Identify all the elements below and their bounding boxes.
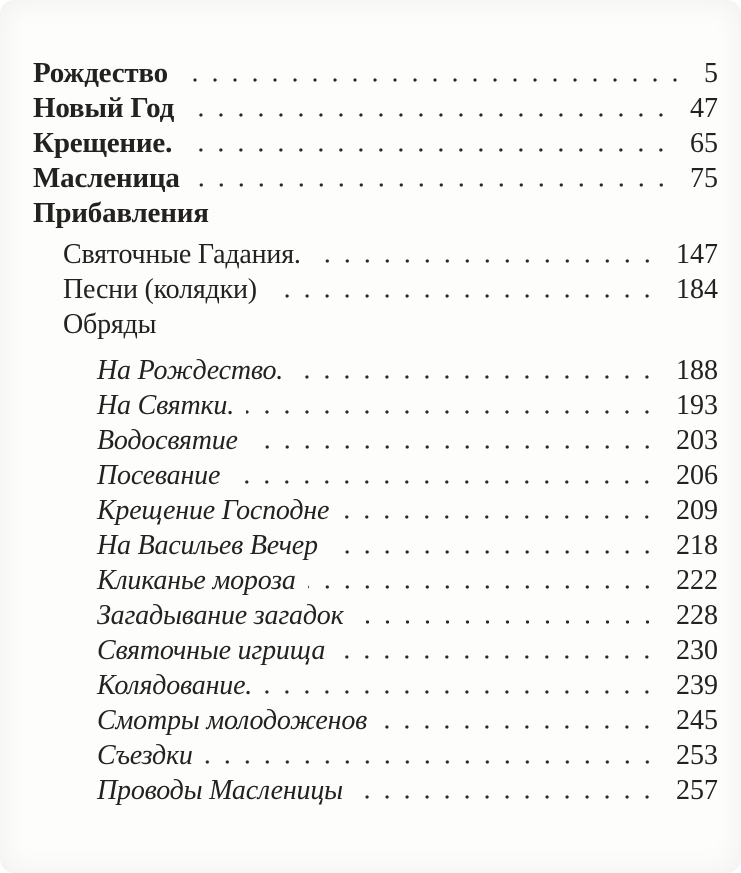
toc-entry	[33, 91, 718, 126]
toc-entry-label: Проводы Масленицы	[97, 775, 343, 806]
toc-entry	[33, 388, 718, 423]
dot-leader	[269, 294, 657, 298]
toc-entry	[33, 493, 718, 528]
toc-entry-page: 5	[704, 58, 718, 89]
dot-leader	[295, 375, 657, 379]
dot-leader	[308, 585, 657, 589]
toc-entry-label: Посевание	[97, 460, 221, 491]
toc-entry-page: 245	[676, 705, 718, 736]
toc-entry	[33, 353, 718, 388]
toc-entry-page: 253	[676, 740, 718, 771]
dot-leader	[337, 655, 657, 659]
dot-leader	[330, 550, 657, 554]
toc-entry-label: Песни (колядки)	[63, 274, 257, 305]
dot-leader	[313, 259, 657, 263]
toc-entry-page: 147	[676, 239, 718, 270]
dot-leader	[205, 760, 657, 764]
toc-entry	[33, 633, 718, 668]
toc-entry-label: Колядование.	[97, 670, 253, 701]
toc-entry-label: Загадывание загадок	[97, 600, 344, 631]
toc-entry-page: 47	[690, 93, 718, 124]
toc-entry	[33, 161, 718, 196]
toc-entry-page: 193	[676, 390, 718, 421]
toc-entry-label: Водосвятие	[97, 425, 238, 456]
toc-entry	[33, 307, 718, 342]
toc-entry	[33, 196, 718, 231]
toc-entry	[33, 773, 718, 808]
toc-entry-page: 239	[676, 670, 718, 701]
toc-entry	[33, 272, 718, 307]
toc-entry-page: 203	[676, 425, 718, 456]
dot-leader	[232, 480, 657, 484]
toc-entry-label: Кликанье мороза	[97, 565, 296, 596]
toc-entry-label: Крещение Господне	[97, 495, 330, 526]
dot-leader	[355, 795, 657, 799]
toc-entry-label: Новый Год	[33, 92, 175, 124]
toc-entry	[33, 237, 718, 272]
toc-entry-page: 184	[676, 274, 718, 305]
toc-entry-label: Рождество	[33, 57, 168, 89]
toc-entry	[33, 423, 718, 458]
toc-entry	[33, 56, 718, 91]
dot-leader	[264, 690, 657, 694]
toc-entry	[33, 703, 718, 738]
toc-entry	[33, 598, 718, 633]
toc-entry-label: Прибавления	[33, 197, 209, 229]
toc-entry-label: Крещение.	[33, 127, 173, 159]
toc-entry-label: Святочные Гадания.	[63, 239, 301, 270]
toc-entry-label: Обряды	[63, 309, 157, 340]
toc-entry-page: 228	[676, 600, 718, 631]
toc-entry-page: 222	[676, 565, 718, 596]
dot-leader	[186, 113, 671, 117]
toc-entry-page: 65	[690, 128, 718, 159]
dot-leader	[192, 183, 671, 187]
toc-entry-page: 206	[676, 460, 718, 491]
toc-entry-page: 75	[690, 163, 718, 194]
dot-leader	[184, 148, 671, 152]
toc-entry	[33, 668, 718, 703]
toc-entry-label: Смотры молодоженов	[97, 705, 368, 736]
toc-entry	[33, 126, 718, 161]
dot-leader	[341, 515, 657, 519]
dot-leader	[246, 410, 657, 414]
toc-entry-label: На Святки.	[97, 390, 235, 421]
toc-entry-label: Святочные игрища	[97, 635, 326, 666]
toc-entry-label: На Васильев Вечер	[97, 530, 318, 561]
toc-entry-label: Съездки	[97, 740, 193, 771]
toc-entry-page: 230	[676, 635, 718, 666]
toc-entry-page: 188	[676, 355, 718, 386]
toc-entry-page: 209	[676, 495, 718, 526]
toc-entry	[33, 528, 718, 563]
dot-leader	[379, 725, 657, 729]
toc-entry-page: 218	[676, 530, 718, 561]
toc-entry	[33, 738, 718, 773]
toc-entry-label: На Рождество.	[97, 355, 284, 386]
toc-entry-label: Масленица	[33, 162, 180, 194]
dot-leader	[250, 445, 657, 449]
toc-entry	[33, 563, 718, 598]
toc-entry-page: 257	[676, 775, 718, 806]
toc-entry	[33, 458, 718, 493]
dot-leader	[356, 620, 657, 624]
dot-leader	[180, 78, 685, 82]
toc-list	[33, 56, 718, 808]
